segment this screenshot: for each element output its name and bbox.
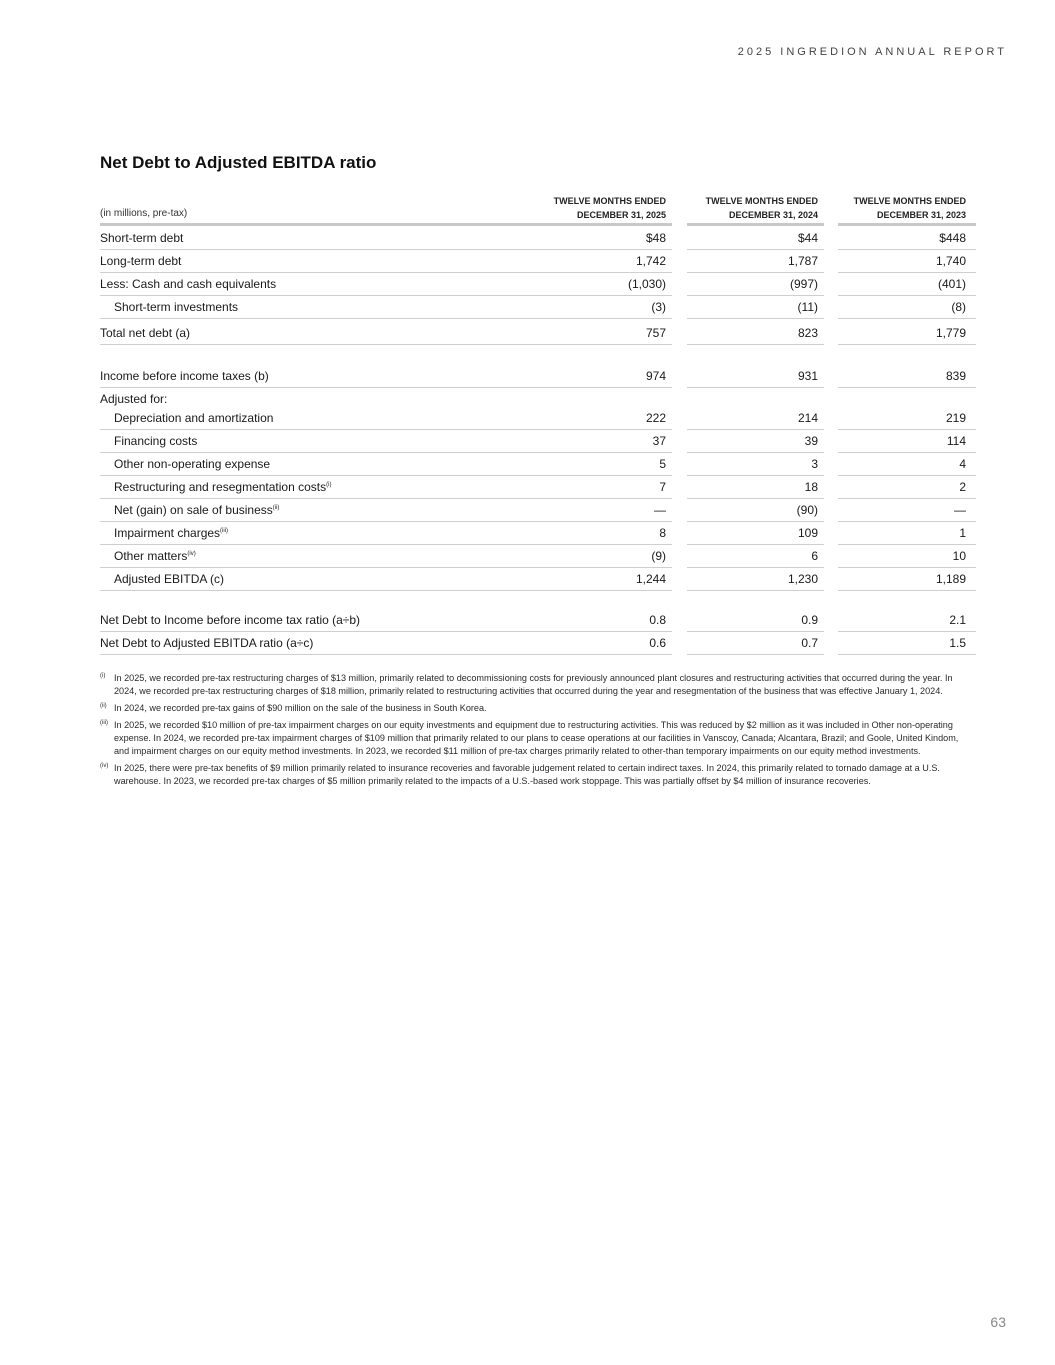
footnote-text: In 2025, there were pre-tax benefits of $9 million primarily related to insurance recoveries and favorable judgement related to certain indirect taxes. In 2024, this primarily related to tornado damage at a U.S. warehouse. In 2023, we recorded pre-tax charges of $5 million primarily related to the impacts of a U.S.-based work stoppage. This was partially offset by $4 million of insurance recoveries. [114,763,940,786]
row-label: Depreciation and amortization [114,411,274,425]
row-divider [838,344,976,345]
table-row [0,475,1055,498]
value-2024: 0.7 [801,636,818,650]
value-2023: 1,779 [935,326,966,340]
value-2025: 974 [645,369,666,383]
value-2024: $44 [797,231,818,245]
section-title: Net Debt to Adjusted EBITDA ratio [100,153,377,172]
value-2025: 8 [659,526,666,540]
row-divider [838,590,976,591]
table-row [0,521,1055,544]
footnote [100,672,975,698]
table-row [0,321,1055,344]
value-2025: (1,030) [627,277,666,291]
footnote [100,702,975,715]
value-2024: 823 [797,326,818,340]
value-2023: 2 [959,480,966,494]
value-2025: 37 [652,434,666,448]
value-2024: 931 [797,369,818,383]
report-header-title: 2025 INGREDION ANNUAL REPORT [737,46,1007,58]
value-2024: 39 [804,434,818,448]
value-2024: 18 [804,480,818,494]
table-row [0,452,1055,475]
value-2024: 0.9 [801,613,818,627]
footnote-mark: (iii) [100,720,108,726]
value-2025: (3) [651,300,666,314]
row-label: Financing costs [114,434,198,448]
row-label: Other non-operating expense [114,457,271,471]
table-row [0,498,1055,521]
table-row [0,544,1055,567]
row-divider [100,590,672,591]
row-divider [687,318,824,319]
table-row [0,567,1055,590]
table-row [0,249,1055,272]
row-divider [100,654,672,655]
value-2023: 1,740 [935,254,966,268]
table-row [0,272,1055,295]
row-divider [100,344,672,345]
value-2025: $48 [645,231,666,245]
value-2024: 1,787 [787,254,818,268]
row-label: Net Debt to Income before income tax ratio (a÷b) [100,613,361,627]
value-2025: 0.6 [649,636,666,650]
value-2025: — [654,503,666,517]
value-2023: (8) [951,300,966,314]
row-label: Short-term debt [100,231,184,245]
value-2023: 1.5 [949,636,966,650]
value-2024: 109 [797,526,818,540]
value-2023: 1,189 [935,572,966,586]
table-row [0,364,1055,387]
table-row [0,429,1055,452]
row-divider [687,654,824,655]
value-2024: 6 [811,549,818,563]
row-label: Short-term investments [114,300,239,314]
value-2023: — [954,503,966,517]
column-header-line1: TWELVE MONTHS ENDED [553,196,666,206]
footnote [100,762,975,788]
footnote-text: In 2024, we recorded pre-tax gains of $90 million on the sale of the business in South Korea. [114,703,487,713]
column-header-2023 [826,194,966,222]
value-2023: $448 [939,231,966,245]
value-2024: 1,230 [787,572,818,586]
footnote-mark: (ii) [100,703,107,709]
page-number: 63 [990,1314,1006,1330]
column-header-line2: DECEMBER 31, 2023 [876,210,966,220]
value-2023: (401) [937,277,966,291]
row-label: Net Debt to Adjusted EBITDA ratio (a÷c) [100,636,314,650]
table-row [0,295,1055,318]
row-label: Income before income taxes (b) [100,369,269,383]
footnote-text: In 2025, we recorded pre-tax restructuring charges of $13 million, primarily related to decommissioning costs for previously announced plant closures and restructuring activities that occurred during the year. In 2024, we recorded pre-tax restructuring charges of $18 million, primarily related to restructuring activities that occurred during the year and resegmentation of the business that was effective January 1, 2024. [114,673,953,696]
value-2023: 114 [946,434,966,448]
row-label: Net (gain) on sale of business$^{(ii)}$ [114,503,280,517]
row-label: Adjusted EBITDA (c) [114,572,225,586]
row-label: Other matters$^{(iv)}$ [114,549,196,563]
footnote-text: In 2025, we recorded $10 million of pre-tax impairment charges on our equity investments and equipment due to restructuring activities. This was reduced by $2 million as it was included in Other non-operating expense. In 2024, we recorded pre-tax impairment charges of $109 million that primarily related to our plans to cease operations at our facilities in Vanscoy, Canada; Alcantara, Brazil; and Goole, United Kindom, and impairment charges on our equity method investments. In 2023, we recorded $11 million of pre-tax charges primarily related to other-than temporary impairments on our equity method investments. [114,720,959,756]
column-header-line2: DECEMBER 31, 2024 [728,210,818,220]
row-label: Restructuring and resegmentation costs$^{(i)}$ [114,480,332,494]
table-row [0,631,1055,654]
value-2023: 219 [945,411,966,425]
row-divider [100,318,672,319]
row-divider [838,318,976,319]
column-header-line1: TWELVE MONTHS ENDED [853,196,966,206]
value-2024: (90) [796,503,818,517]
value-2025: (9) [651,549,666,563]
value-2023: 1 [959,526,966,540]
row-divider [687,590,824,591]
row-label: Total net debt (a) [100,326,191,340]
value-2025: 7 [659,480,666,494]
column-header-2024 [678,194,818,222]
value-2023: 10 [952,549,966,563]
value-2023: 4 [959,457,966,471]
value-2023: 839 [945,369,966,383]
value-2025: 0.8 [649,613,666,627]
value-2025: 222 [645,411,666,425]
footnotes [100,672,975,792]
row-label: Adjusted for: [100,392,168,406]
row-label: Long-term debt [100,254,182,268]
units-label: (in millions, pre-tax) [100,208,188,219]
value-2025: 5 [659,457,666,471]
value-2023: 2.1 [949,613,966,627]
row-label: Less: Cash and cash equivalents [100,277,277,291]
value-2025: 757 [645,326,666,340]
row-label: Impairment charges$^{(iii)}$ [114,526,229,540]
value-2025: 1,742 [635,254,666,268]
table-row [0,406,1055,429]
column-header-line2: DECEMBER 31, 2025 [576,210,666,220]
footnote-mark: (i) [100,673,106,679]
footnote [100,719,975,758]
value-2024: 214 [797,411,818,425]
value-2024: (997) [789,277,818,291]
value-2024: 3 [811,457,818,471]
value-2025: 1,244 [635,572,666,586]
row-divider [838,654,976,655]
table-row [0,608,1055,631]
value-2024: (11) [797,300,818,314]
footnote-mark: (iv) [100,763,109,769]
column-header-2025 [526,194,666,222]
column-header-line1: TWELVE MONTHS ENDED [705,196,818,206]
row-divider [687,344,824,345]
table-row [0,226,1055,249]
